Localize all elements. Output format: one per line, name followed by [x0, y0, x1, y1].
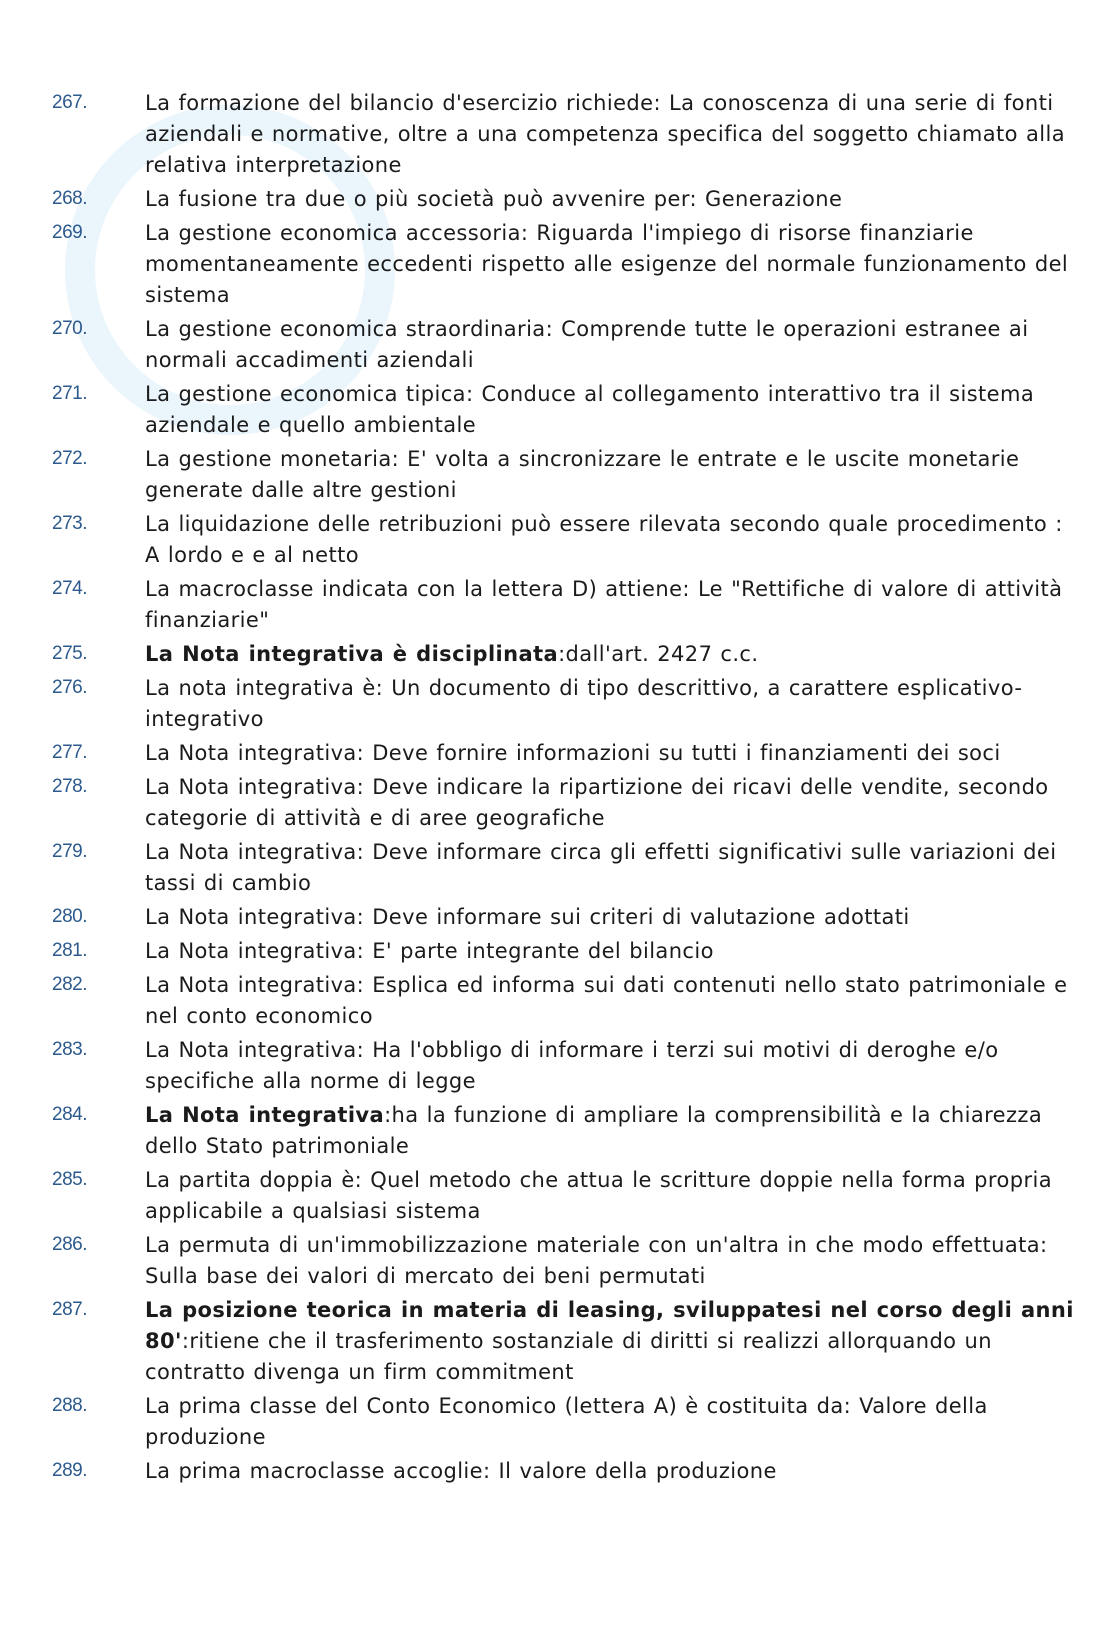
item-text	[145, 1295, 1080, 1388]
item-number: 285.	[52, 1169, 87, 1190]
item-text	[145, 218, 1080, 311]
list-item	[0, 444, 1116, 506]
item-text	[145, 88, 1080, 181]
list-item	[0, 639, 1116, 670]
item-text	[145, 1456, 1080, 1487]
item-body-text: La fusione tra due o più società può avvenire per: Generazione	[145, 187, 843, 211]
item-bold-text: La Nota integrativa è disciplinata	[145, 642, 559, 666]
item-number: 284.	[52, 1104, 87, 1125]
item-body-text: La Nota integrativa: Deve fornire informazioni su tutti i finanziamenti dei soci	[145, 741, 1001, 765]
item-number: 279.	[52, 841, 87, 862]
item-body-text: La gestione economica tipica: Conduce al collegamento interattivo tra il sistema aziendale e quello ambientale	[145, 382, 1035, 437]
item-number: 267.	[52, 92, 87, 113]
item-text	[145, 837, 1080, 899]
item-number: 268.	[52, 188, 87, 209]
item-body-text: La permuta di un'immobilizzazione materiale con un'altra in che modo effettuata: Sulla base dei valori di mercato dei beni permutati	[145, 1233, 1048, 1288]
list-item	[0, 1035, 1116, 1097]
list-item	[0, 970, 1116, 1032]
item-text	[145, 574, 1080, 636]
question-list	[0, 88, 1116, 1490]
item-text	[145, 970, 1080, 1032]
item-body-text: :ritiene che il trasferimento sostanziale di diritti si realizzi allorquando un contratto divenga un firm commitment	[145, 1329, 992, 1384]
item-number: 286.	[52, 1234, 87, 1255]
list-item	[0, 673, 1116, 735]
list-item	[0, 1456, 1116, 1487]
list-item	[0, 184, 1116, 215]
item-text	[145, 509, 1080, 571]
item-text	[145, 738, 1080, 769]
item-number: 271.	[52, 383, 87, 404]
item-number: 276.	[52, 677, 87, 698]
list-item	[0, 1230, 1116, 1292]
list-item	[0, 1165, 1116, 1227]
item-number: 278.	[52, 776, 87, 797]
item-body-text: La macroclasse indicata con la lettera D) attiene: Le "Rettifiche di valore di attività finanziarie"	[145, 577, 1063, 632]
item-number: 270.	[52, 318, 87, 339]
item-body-text: La Nota integrativa: E' parte integrante del bilancio	[145, 939, 714, 963]
item-text	[145, 639, 1080, 670]
item-text	[145, 772, 1080, 834]
item-body-text: La formazione del bilancio d'esercizio richiede: La conoscenza di una serie di fonti aziendali e normative, oltre a una competenza specifica del soggetto chiamato alla relativa interpretazione	[145, 91, 1065, 177]
list-item	[0, 1391, 1116, 1453]
item-number: 272.	[52, 448, 87, 469]
item-bold-text: La posizione teorica in materia di leasing, sviluppatesi nel corso degli anni 80'	[145, 1298, 1074, 1353]
item-text	[145, 936, 1080, 967]
item-body-text: La prima macroclasse accoglie: Il valore della produzione	[145, 1459, 777, 1483]
item-body-text: La Nota integrativa: Deve indicare la ripartizione dei ricavi delle vendite, secondo categorie di attività e di aree geografiche	[145, 775, 1049, 830]
item-text	[145, 1100, 1080, 1162]
list-item	[0, 379, 1116, 441]
list-item	[0, 1295, 1116, 1388]
item-text	[145, 379, 1080, 441]
list-item	[0, 314, 1116, 376]
list-item	[0, 772, 1116, 834]
list-item	[0, 1100, 1116, 1162]
list-item	[0, 936, 1116, 967]
item-body-text: La liquidazione delle retribuzioni può essere rilevata secondo quale procedimento : A lordo e e al netto	[145, 512, 1063, 567]
item-body-text: La prima classe del Conto Economico (lettera A) è costituita da: Valore della produzione	[145, 1394, 988, 1449]
item-text	[145, 1035, 1080, 1097]
item-text	[145, 314, 1080, 376]
item-body-text: La Nota integrativa: Deve informare sui criteri di valutazione adottati	[145, 905, 910, 929]
item-bold-text: La Nota integrativa	[145, 1103, 385, 1127]
item-body-text: La gestione economica accessoria: Riguarda l'impiego di risorse finanziarie momentaneamente eccedenti rispetto alle esigenze del normale funzionamento del sistema	[145, 221, 1069, 307]
item-body-text: La gestione monetaria: E' volta a sincronizzare le entrate e le uscite monetarie generate dalle altre gestioni	[145, 447, 1020, 502]
item-text	[145, 184, 1080, 215]
item-body-text: :ha la funzione di ampliare la comprensibilità e la chiarezza dello Stato patrimoniale	[145, 1103, 1043, 1158]
item-body-text: La nota integrativa è: Un documento di tipo descrittivo, a carattere esplicativo-integrativo	[145, 676, 1023, 731]
list-item	[0, 88, 1116, 181]
item-body-text: :dall'art. 2427 c.c.	[558, 642, 759, 666]
item-number: 269.	[52, 222, 87, 243]
list-item	[0, 574, 1116, 636]
item-body-text: La Nota integrativa: Ha l'obbligo di informare i terzi sui motivi di deroghe e/o specifiche alla norme di legge	[145, 1038, 999, 1093]
item-number: 281.	[52, 940, 87, 961]
item-body-text: La gestione economica straordinaria: Comprende tutte le operazioni estranee ai normali accadimenti aziendali	[145, 317, 1029, 372]
item-text	[145, 673, 1080, 735]
item-text	[145, 1391, 1080, 1453]
item-number: 275.	[52, 643, 87, 664]
list-item	[0, 837, 1116, 899]
item-text	[145, 1165, 1080, 1227]
item-number: 280.	[52, 906, 87, 927]
list-item	[0, 902, 1116, 933]
item-number: 283.	[52, 1039, 87, 1060]
item-body-text: La Nota integrativa: Deve informare circa gli effetti significativi sulle variazioni dei tassi di cambio	[145, 840, 1057, 895]
list-item	[0, 509, 1116, 571]
item-number: 287.	[52, 1299, 87, 1320]
item-number: 274.	[52, 578, 87, 599]
item-text	[145, 902, 1080, 933]
item-body-text: La Nota integrativa: Esplica ed informa sui dati contenuti nello stato patrimoniale e nel conto economico	[145, 973, 1068, 1028]
item-number: 273.	[52, 513, 87, 534]
item-body-text: La partita doppia è: Quel metodo che attua le scritture doppie nella forma propria applicabile a qualsiasi sistema	[145, 1168, 1052, 1223]
item-text	[145, 1230, 1080, 1292]
item-text	[145, 444, 1080, 506]
item-number: 288.	[52, 1395, 87, 1416]
list-item	[0, 218, 1116, 311]
item-number: 282.	[52, 974, 87, 995]
list-item	[0, 738, 1116, 769]
item-number: 277.	[52, 742, 87, 763]
item-number: 289.	[52, 1460, 87, 1481]
